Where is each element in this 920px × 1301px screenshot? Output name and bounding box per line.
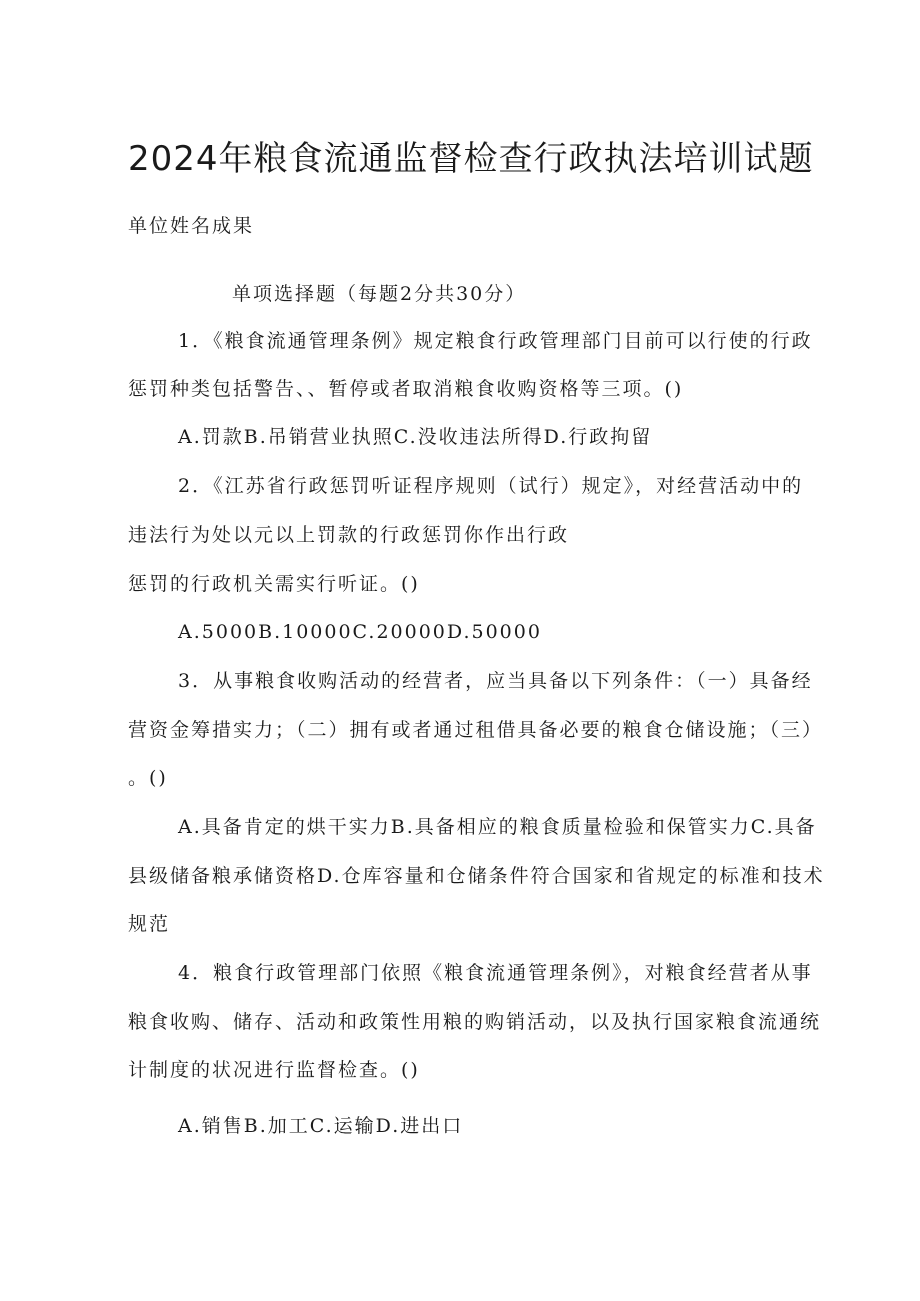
question-1-line-2: 惩罚种类包括警告、、暂停或者取消粮食收购资格等三项。() bbox=[128, 378, 684, 400]
question-4-line-2: 粮食收购、储存、活动和政策性用粮的购销活动，以及执行国家粮食流通统 bbox=[128, 1011, 822, 1033]
question-4-options: A.销售B.加工C.运输D.进出口 bbox=[178, 1115, 464, 1137]
question-2-line-1: 2．《江苏省行政惩罚听证程序规则（试行）规定》，对经营活动中的 bbox=[178, 475, 804, 497]
question-3-line-1: 3．从事粮食收购活动的经营者，应当具备以下列条件：（一）具备经 bbox=[178, 670, 813, 692]
question-2-options: A.5000B.10000C.20000D.50000 bbox=[178, 621, 542, 643]
question-3-line-3: 。() bbox=[128, 767, 168, 789]
question-2-line-2: 违法行为处以元以上罚款的行政惩罚你作出行政 bbox=[128, 524, 570, 546]
question-1-line-1: 1．《粮食流通管理条例》规定粮食行政管理部门目前可以行使的行政 bbox=[178, 330, 813, 352]
question-4-line-3: 计制度的状况进行监督检查。() bbox=[128, 1059, 420, 1081]
question-3-options-line-1: A.具备肯定的烘干实力B.具备相应的粮食质量检验和保管实力C.具备 bbox=[178, 816, 817, 838]
question-1-options: A.罚款B.吊销营业执照C.没收违法所得D.行政拘留 bbox=[178, 426, 653, 448]
question-2-line-3: 惩罚的行政机关需实行听证。() bbox=[128, 573, 420, 595]
exam-title: 2024年粮食流通监督检查行政执法培训试题 bbox=[128, 139, 814, 179]
header-fields: 单位姓名成果 bbox=[128, 215, 255, 237]
question-3-options-line-3: 规范 bbox=[128, 913, 171, 935]
section-heading: 单项选择题（每题2分共30分） bbox=[232, 283, 527, 305]
question-3-options-line-2: 县级储备粮承储资格D.仓库容量和仓储条件符合国家和省规定的标准和技术 bbox=[128, 865, 825, 887]
question-3-line-2: 营资金筹措实力；（二）拥有或者通过租借具备必要的粮食仓储设施；（三） bbox=[128, 719, 824, 741]
question-4-line-1: 4．粮食行政管理部门依照《粮食流通管理条例》，对粮食经营者从事 bbox=[178, 962, 813, 984]
